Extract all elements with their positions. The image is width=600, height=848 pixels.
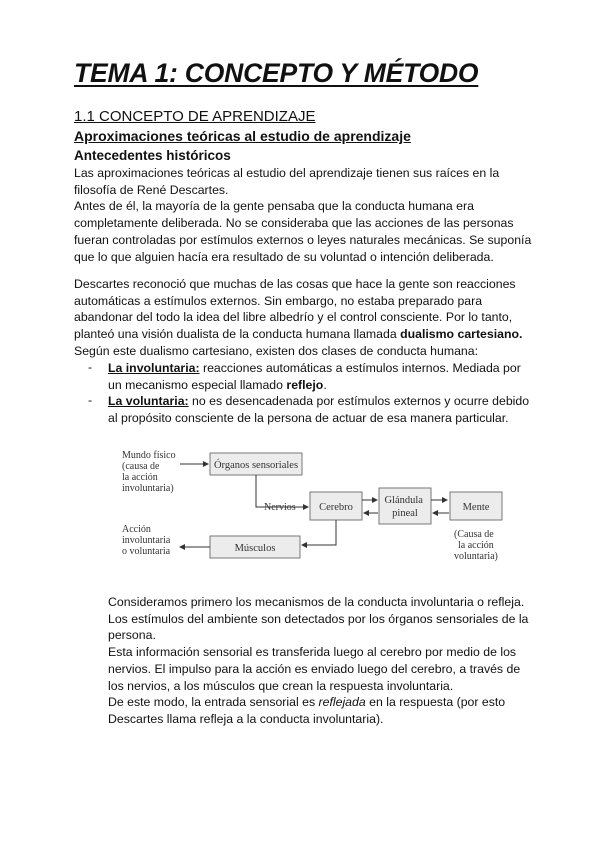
text-line: automáticas a estímulos externos. Sin embargo, no estaba preparado para [74,293,483,308]
text-line: Las aproximaciones teóricas al estudio del aprendizaje tienen sus raíces en la [74,166,500,180]
text-line: Consideramos primero los mecanismos de la conducta involuntaria o refleja. [108,595,525,609]
text-span: no es desencadenada por estímulos externos y ocurre debido [188,394,530,408]
text-span: De este modo, la entrada sensorial es [108,695,319,710]
paragraph-mechanisms [108,594,538,728]
text-line: Según este dualismo cartesiano, existen dos clases de conducta humana: [74,343,478,358]
dualism-term: dualismo cartesiano. [400,327,523,342]
label-musculos: Músculos [234,543,276,554]
text-span: en la respuesta (por esto [365,695,506,710]
text-line: fueran controladas por estímulos externos o leyes naturales mecánicas. Se suponía [74,232,532,247]
cartesian-dualism-diagram [120,440,510,580]
text-line [108,694,538,711]
output-label: Acción involuntaria o voluntaria [122,524,171,557]
text-span: planteó una visión dualista de la conducta humana llamada [74,327,401,342]
text-line: Descartes reconoció que muchas de las cosas que hace la gente son reacciones [74,277,516,291]
bullet-involuntaria [108,360,538,393]
text-line: nervios. El impulso para la acción es enviado luego del cerebro, a través de [108,661,521,676]
text-line [74,326,534,343]
input-label: Mundo físico (causa de la acción involuntaria) [122,450,176,494]
text-span: . [323,377,327,392]
reflejo-term: reflejo [286,377,324,392]
reflejada-term: reflejada [318,695,366,710]
text-line: filosofía de René Descartes. [74,182,229,197]
arrow-cerebro-musculos [302,520,336,545]
text-line: Antes de él, la mayoría de la gente pensaba que la conducta humana era [74,199,474,214]
text-line: Descartes llama refleja a la conducta involuntaria). [108,711,384,726]
subsubsection-heading: Antecedentes históricos [74,148,231,163]
text-line: Los estímulos del ambiente son detectados por los órganos sensoriales de la [108,611,529,626]
bullet-dash: - [88,360,93,374]
paragraph-intro [74,165,534,265]
text-line: persona. [108,628,156,643]
mente-caption: (Causa de la acción voluntaria) [454,529,498,562]
label-nervios: Nervios [264,502,296,513]
label-mente: Mente [462,502,490,513]
text-line: que lo que alguien hacía era resultado de su voluntad o intención deliberada. [74,249,494,264]
text-span: un mecanismo especial llamado [108,377,287,392]
section-heading: 1.1 CONCEPTO DE APRENDIZAJE [74,108,316,125]
bullet-term: La involuntaria: [108,361,200,375]
text-span: reacciones automáticas a estímulos internos. Mediada por [199,361,521,375]
text-line: los nervios, a los músculos que crean la respuesta involuntaria. [108,678,454,693]
text-line [108,377,538,394]
bullet-term: La voluntaria: [108,394,189,408]
label-cerebro: Cerebro [319,502,353,513]
paragraph-descartes [74,276,534,360]
text-line: al propósito consciente de la persona de actuar de esa manera particular. [108,410,509,425]
text-line [108,360,538,377]
text-line [108,393,538,410]
label-glandula: Glándula pineal [384,495,423,519]
label-organos: Órganos sensoriales [213,460,299,471]
text-line: Esta información sensorial es transferida luego al cerebro por medio de los [108,645,517,660]
bullet-dash: - [88,393,93,407]
text-line: abandonar del todo la idea del libre albedrío y el control consciente. Por lo tanto, [74,310,513,325]
text-line: completamente deliberada. No se consideraba que las acciones de las personas [74,216,514,231]
subsection-heading: Aproximaciones teóricas al estudio de aprendizaje [74,128,411,144]
bullet-voluntaria [108,393,538,426]
page-title: TEMA 1: CONCEPTO Y MÉTODO [74,58,479,88]
